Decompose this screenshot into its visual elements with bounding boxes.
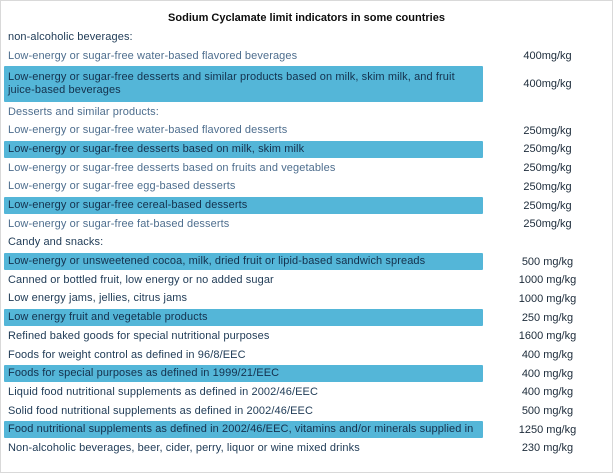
row-label: Foods for weight control as defined in 96/8/EEC	[8, 348, 246, 361]
row-value: 400mg/kg	[523, 50, 572, 63]
table-row	[1, 364, 612, 383]
row-value: 250mg/kg	[523, 199, 572, 212]
row-value: 1250 mg/kg	[518, 423, 577, 436]
row-label: Liquid food nutritional supplements as defined in 2002/46/EEC	[8, 385, 319, 398]
table-row	[1, 271, 612, 290]
table-row	[1, 252, 612, 271]
row-label-highlighted: Foods for special purposes as defined in 1999/21/EEC	[4, 365, 483, 382]
row-value: 500 mg/kg	[521, 255, 574, 268]
table-row	[1, 402, 612, 421]
section-header: non-alcoholic beverages:	[8, 30, 133, 43]
row-value: 500 mg/kg	[521, 405, 574, 418]
row-label: Low-energy or sugar-free water-based flavored beverages	[8, 49, 298, 62]
table-row	[1, 196, 612, 215]
table-row	[1, 308, 612, 327]
row-value: 1000 mg/kg	[518, 292, 577, 305]
table-row	[1, 47, 612, 66]
row-value: 250 mg/kg	[521, 311, 574, 324]
table-row	[1, 140, 612, 159]
row-label-highlighted: Low-energy or sugar-free desserts based on milk, skim milk	[4, 141, 483, 158]
row-value: 250mg/kg	[523, 124, 572, 137]
row-label: Non-alcoholic beverages, beer, cider, perry, liquor or wine mixed drinks	[8, 441, 360, 454]
row-value: 250mg/kg	[523, 162, 572, 175]
table-row	[1, 65, 612, 102]
row-label: Low-energy or sugar-free fat-based desserts	[8, 217, 230, 230]
table-row	[1, 28, 612, 47]
row-label: Low-energy or sugar-free egg-based desserts	[8, 180, 236, 193]
row-label-highlighted: Food nutritional supplements as defined in 2002/46/EEC, vitamins and/or minerals supplied in	[4, 421, 483, 438]
row-value: 400 mg/kg	[521, 349, 574, 362]
row-label: Solid food nutritional supplements as defined in 2002/46/EEC	[8, 404, 314, 417]
page-title: Sodium Cyclamate limit indicators in some countries	[168, 12, 445, 24]
table-row	[1, 420, 612, 439]
table-row	[1, 383, 612, 402]
row-label-highlighted: Low energy fruit and vegetable products	[4, 309, 483, 326]
row-value: 250mg/kg	[523, 143, 572, 156]
row-label: Canned or bottled fruit, low energy or no added sugar	[8, 273, 274, 286]
row-value	[483, 234, 612, 253]
table-row	[1, 121, 612, 140]
row-value	[483, 103, 612, 122]
section-header: Desserts and similar products:	[8, 105, 159, 118]
row-value: 400 mg/kg	[521, 367, 574, 380]
row-value: 1600 mg/kg	[518, 330, 577, 343]
row-value: 400mg/kg	[523, 78, 572, 91]
table-row	[1, 346, 612, 365]
row-value	[483, 28, 612, 47]
row-label: Refined baked goods for special nutritional purposes	[8, 329, 270, 342]
table-row	[1, 159, 612, 178]
table-row	[1, 178, 612, 197]
row-value: 250mg/kg	[523, 218, 572, 231]
table-row	[1, 327, 612, 346]
row-label-highlighted: Low-energy or unsweetened cocoa, milk, dried fruit or lipid-based sandwich spreads	[4, 253, 483, 270]
row-value: 250mg/kg	[523, 180, 572, 193]
row-label: Low-energy or sugar-free water-based flavored desserts	[8, 124, 288, 137]
row-label: Low-energy or sugar-free desserts based on fruits and vegetables	[8, 161, 336, 174]
limits-table	[1, 28, 612, 458]
row-label-highlighted: Low-energy or sugar-free desserts and similar products based on milk, skim milk, and fruit juice-based beverages	[4, 66, 483, 101]
section-header: Candy and snacks:	[8, 236, 104, 249]
row-value: 400 mg/kg	[521, 386, 574, 399]
row-value: 1000 mg/kg	[518, 274, 577, 287]
table-row	[1, 290, 612, 309]
table-row	[1, 439, 612, 458]
table-row	[1, 234, 612, 253]
row-value: 230 mg/kg	[521, 442, 574, 455]
table-row	[1, 215, 612, 234]
row-label-highlighted: Low-energy or sugar-free cereal-based desserts	[4, 197, 483, 214]
table-row	[1, 103, 612, 122]
row-label: Low energy jams, jellies, citrus jams	[8, 292, 188, 305]
